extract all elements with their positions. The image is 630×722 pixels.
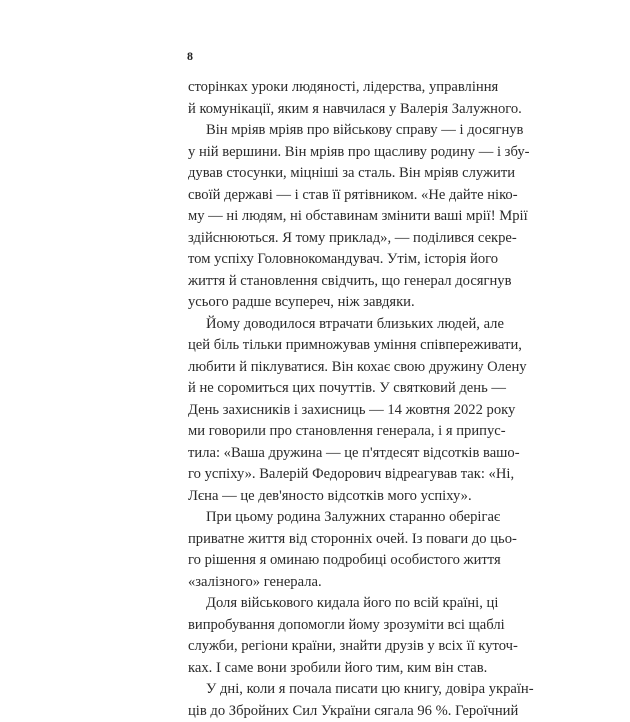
body-text: [188, 77, 470, 722]
text-line: тила: «Ваша дружина — це п'ятдесят відсотків вашо-: [188, 443, 470, 465]
text-line: й не соромиться цих почуттів. У святковий день —: [188, 378, 470, 400]
text-line: «залізного» генерала.: [188, 572, 470, 594]
paragraph: [188, 314, 470, 508]
text-line: своїй державі — і став її рятівником. «Не дайте ніко-: [188, 185, 470, 207]
text-line: том успіху Головнокомандувач. Утім, історія його: [188, 249, 470, 271]
paragraph: [188, 507, 470, 593]
text-line: у ній вершини. Він мріяв про щасливу родину — і збу-: [188, 142, 470, 164]
text-line: служби, регіони країни, знайти друзів у всіх її куточ-: [188, 636, 470, 658]
text-line: дував стосунки, міцніші за сталь. Він мріяв служити: [188, 163, 470, 185]
text-line: здійснюються. Я тому приклад», — поділився секре-: [188, 228, 470, 250]
text-line: Лєна — це дев'яносто відсотків мого успіху».: [188, 486, 470, 508]
text-line: ців до Збройних Сил України сягала 96 %. Героїчний: [188, 701, 470, 722]
text-line: любити й піклуватися. Він кохає свою дружину Олену: [188, 357, 470, 379]
paragraph: [188, 120, 470, 314]
paragraph: [188, 593, 470, 679]
text-line: сторінках уроки людяності, лідерства, управління: [188, 77, 470, 99]
text-line: усього радше всупереч, ніж завдяки.: [188, 292, 470, 314]
text-line: ках. І саме вони зробили його тим, ким він став.: [188, 658, 470, 680]
text-line: го рішення я оминаю подробиці особистого життя: [188, 550, 470, 572]
text-line: Доля військового кидала його по всій країні, ці: [188, 593, 470, 615]
page-number: 8: [187, 49, 193, 63]
text-line: приватне життя від сторонніх очей. Із поваги до цьо-: [188, 529, 470, 551]
text-line: При цьому родина Залужних старанно оберігає: [188, 507, 470, 529]
text-line: У дні, коли я почала писати цю книгу, довіра україн-: [188, 679, 470, 701]
text-line: му — ні людям, ні обставинам змінити ваші мрії! Мрії: [188, 206, 470, 228]
text-line: Йому доводилося втрачати близьких людей, але: [188, 314, 470, 336]
paragraph: [188, 679, 470, 722]
text-line: випробування допомогли йому зрозуміти всі щаблі: [188, 615, 470, 637]
text-line: цей біль тільки примножував уміння співпереживати,: [188, 335, 470, 357]
text-line: й комунікації, яким я навчилася у Валерія Залужного.: [188, 99, 470, 121]
text-line: ми говорили про становлення генерала, і я припус-: [188, 421, 470, 443]
text-line: День захисників і захисниць — 14 жовтня 2022 року: [188, 400, 470, 422]
paragraph: [188, 77, 470, 120]
text-line: го успіху». Валерій Федорович відреагував так: «Ні,: [188, 464, 470, 486]
text-line: Він мріяв мріяв про військову справу — і досягнув: [188, 120, 470, 142]
text-line: життя й становлення свідчить, що генерал досягнув: [188, 271, 470, 293]
